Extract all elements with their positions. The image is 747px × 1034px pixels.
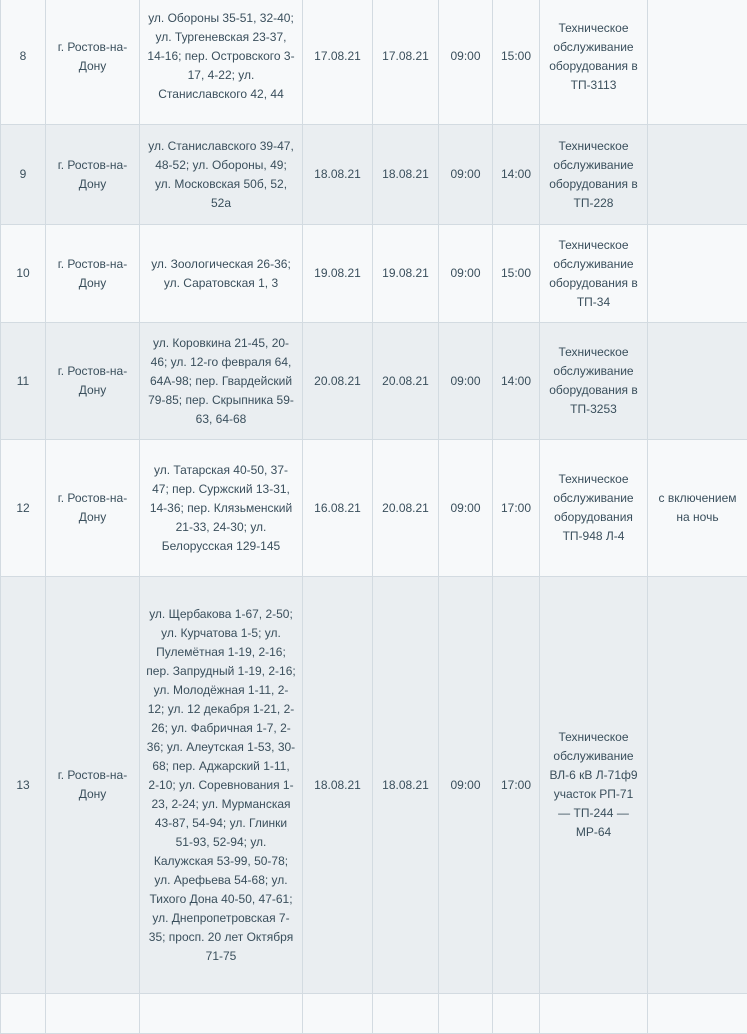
table-row: [1, 225, 747, 323]
start-time-cell: 09:00: [439, 125, 493, 225]
start-time-cell: 09:00: [439, 440, 493, 577]
table-row: [1, 0, 747, 125]
end-date-cell: 19.08.21: [373, 225, 439, 323]
row-number: 8: [1, 0, 46, 125]
addresses-cell: ул. Зоологическая 26-36; ул. Саратовская 1, 3: [140, 225, 303, 323]
table-row: [1, 577, 747, 994]
work-description-cell: Техническое обслуживание оборудования в ТП-34: [540, 225, 648, 323]
work-description-cell: Техническое обслуживание оборудования в ТП-3113: [540, 0, 648, 125]
note-cell: с включением на ночь: [648, 440, 747, 577]
end-date-cell: 17.08.21: [373, 0, 439, 125]
work-description-cell: Техническое обслуживание оборудования ТП-948 Л-4: [540, 440, 648, 577]
start-time-cell: 09:00: [439, 0, 493, 125]
end-date-cell: 18.08.21: [373, 577, 439, 994]
start-time-cell: 09:00: [439, 577, 493, 994]
end-time-cell: 15:00: [493, 225, 540, 323]
work-description-cell: Техническое обслуживание оборудования в ТП-3253: [540, 323, 648, 440]
work-description-cell: Техническое обслуживание оборудования в ТП-228: [540, 125, 648, 225]
row-number: 9: [1, 125, 46, 225]
addresses-cell: ул. Коровкина 21-45, 20-46; ул. 12-го февраля 64, 64А-98; пер. Гвардейский 79-85; пер. Скрыпника 59-63, 64-68: [140, 323, 303, 440]
start-date-cell: 18.08.21: [303, 577, 373, 994]
end-date-cell: 20.08.21: [373, 323, 439, 440]
city-cell: г. Ростов-на-Дону: [46, 577, 140, 994]
note-cell: [648, 125, 747, 225]
city-cell: г. Ростов-на-Дону: [46, 125, 140, 225]
city-cell: г. Ростов-на-Дону: [46, 0, 140, 125]
end-time-cell: 15:00: [493, 0, 540, 125]
table-row: [1, 323, 747, 440]
city-cell: г. Ростов-на-Дону: [46, 440, 140, 577]
start-date-cell: 19.08.21: [303, 225, 373, 323]
start-date-cell: 17.08.21: [303, 0, 373, 125]
table-row: [1, 125, 747, 225]
note-cell: [648, 577, 747, 994]
end-time-cell: 17:00: [493, 440, 540, 577]
table-row: [1, 440, 747, 577]
end-date-cell: 18.08.21: [373, 125, 439, 225]
row-number: 13: [1, 577, 46, 994]
row-number: 11: [1, 323, 46, 440]
start-date-cell: 20.08.21: [303, 323, 373, 440]
note-cell: [648, 0, 747, 125]
city-cell: г. Ростов-на-Дону: [46, 323, 140, 440]
row-number: 10: [1, 225, 46, 323]
end-time-cell: 14:00: [493, 125, 540, 225]
start-time-cell: 09:00: [439, 225, 493, 323]
note-cell: [648, 225, 747, 323]
note-cell: [648, 323, 747, 440]
addresses-cell: ул. Станиславского 39-47, 48-52; ул. Обороны, 49; ул. Московская 50б, 52, 52а: [140, 125, 303, 225]
row-number: 12: [1, 440, 46, 577]
work-description-cell: Техническое обслуживание ВЛ-6 кВ Л-71ф9 участок РП-71 — ТП-244 — МР-64: [540, 577, 648, 994]
start-time-cell: 09:00: [439, 323, 493, 440]
addresses-cell: ул. Татарская 40-50, 37-47; пер. Суржский 13-31, 14-36; пер. Клязьменский 21-33, 24-30; ул. Белорусская 129-145: [140, 440, 303, 577]
end-time-cell: 14:00: [493, 323, 540, 440]
end-time-cell: 17:00: [493, 577, 540, 994]
start-date-cell: 16.08.21: [303, 440, 373, 577]
end-date-cell: 20.08.21: [373, 440, 439, 577]
addresses-cell: ул. Щербакова 1-67, 2-50; ул. Курчатова 1-5; ул. Пулемётная 1-19, 2-16; пер. Запрудный 1-19, 2-16; ул. Молодёжная 1-11, 2-12; ул. 12 декабря 1-21, 2-26; ул. Фабричная 1-7, 2-36; ул. Алеутская 1-53, 30-68; пер. Аджарский 1-11, 2-10; ул. Соревнования 1-23, 2-24; ул. Мурманская 43-87, 54-94; ул. Глинки 51-93, 52-94; ул. Калужская 53-99, 50-78; ул. Арефьева 54-68; ул. Тихого Дона 40-50, 47-61; ул. Днепропетровская 7-35; просп. 20 лет Октября 71-75: [140, 577, 303, 994]
addresses-cell: ул. Обороны 35-51, 32-40; ул. Тургеневская 23-37, 14-16; пер. Островского 3-17, 4-22; ул. Станиславского 42, 44: [140, 0, 303, 125]
city-cell: г. Ростов-на-Дону: [46, 225, 140, 323]
start-date-cell: 18.08.21: [303, 125, 373, 225]
